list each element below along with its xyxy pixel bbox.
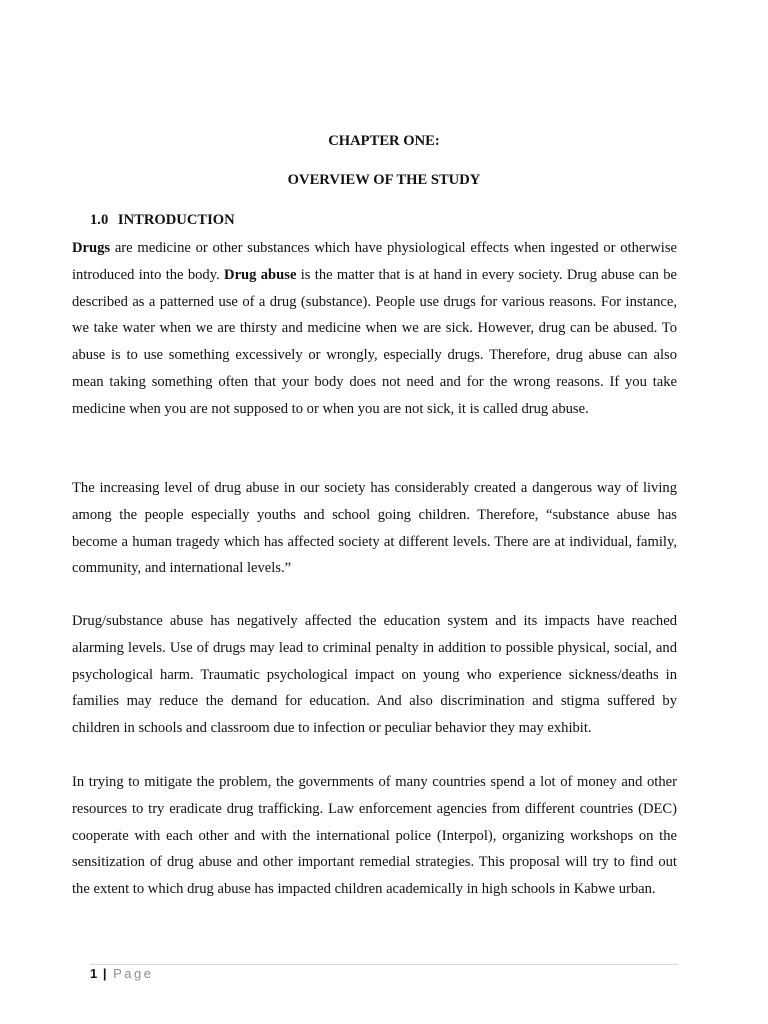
footer-separator: | — [102, 966, 107, 981]
paragraph-4: In trying to mitigate the problem, the governments of many countries spend a lot of money and other resources to try eradicate drug trafficking. Law enforcement agencies from different countries (DEC) cooperate with each other and with the international police (Interpol), organizing workshops on the sensitization of drug abuse and other important remedial strategies. This proposal will try to find out the extent to which drug abuse has impacted children academically in high schools in Kabwe urban. — [72, 774, 677, 898]
section-title: INTRODUCTION — [117, 212, 235, 228]
paragraph-1-text-b: is the matter that is at hand in every society. Drug abuse can be described as a patterned use of a drug (substance). People use drugs for various reasons. For instance, we take water when we are thirsty and medicine when we are sick. However, drug can be abused. To abuse is to use something excessively or wrongly, especially drugs. Therefore, drug abuse can also mean taking something often that your body does not need and for the wrong reasons. If you take medicine when you are not supposed to or when you are not sick, it is called drug abuse. — [72, 266, 678, 417]
section-number: 1.0 — [90, 212, 109, 228]
paragraph-1-text-a: are medicine or other substances which have physiological effects when ingested or otherwise introduced into the body. — [72, 240, 677, 283]
page-footer — [90, 966, 154, 981]
section-heading — [90, 212, 235, 229]
paragraph-3: Drug/substance abuse has negatively affected the education system and its impacts have reached alarming levels. Use of drugs may lead to criminal penalty in addition to possible physical, social, and psychological harm. Traumatic psychological impact on young who experience sickness/deaths in families may reduce the demand for education. And also discrimination and stigma suffered by children in schools and classroom due to infection or peculiar behavior they may exhibit. — [72, 613, 677, 737]
term-drug-abuse: Drug abuse — [224, 266, 297, 283]
page-number: 1 — [90, 966, 98, 981]
paragraph-1 — [72, 235, 677, 423]
paragraph-2: The increasing level of drug abuse in our society has considerably created a dangerous way of living among the people especially youths and school going children. Therefore, “substance abuse has become a human tragedy which has affected society at different levels. There are at individual, family, community, and international levels.” — [72, 480, 677, 577]
page-label: Page — [113, 966, 154, 981]
chapter-heading: CHAPTER ONE: — [328, 133, 440, 149]
document-title: OVERVIEW OF THE STUDY — [287, 172, 481, 188]
term-drugs: Drugs — [72, 240, 111, 256]
footer-divider — [90, 964, 678, 965]
